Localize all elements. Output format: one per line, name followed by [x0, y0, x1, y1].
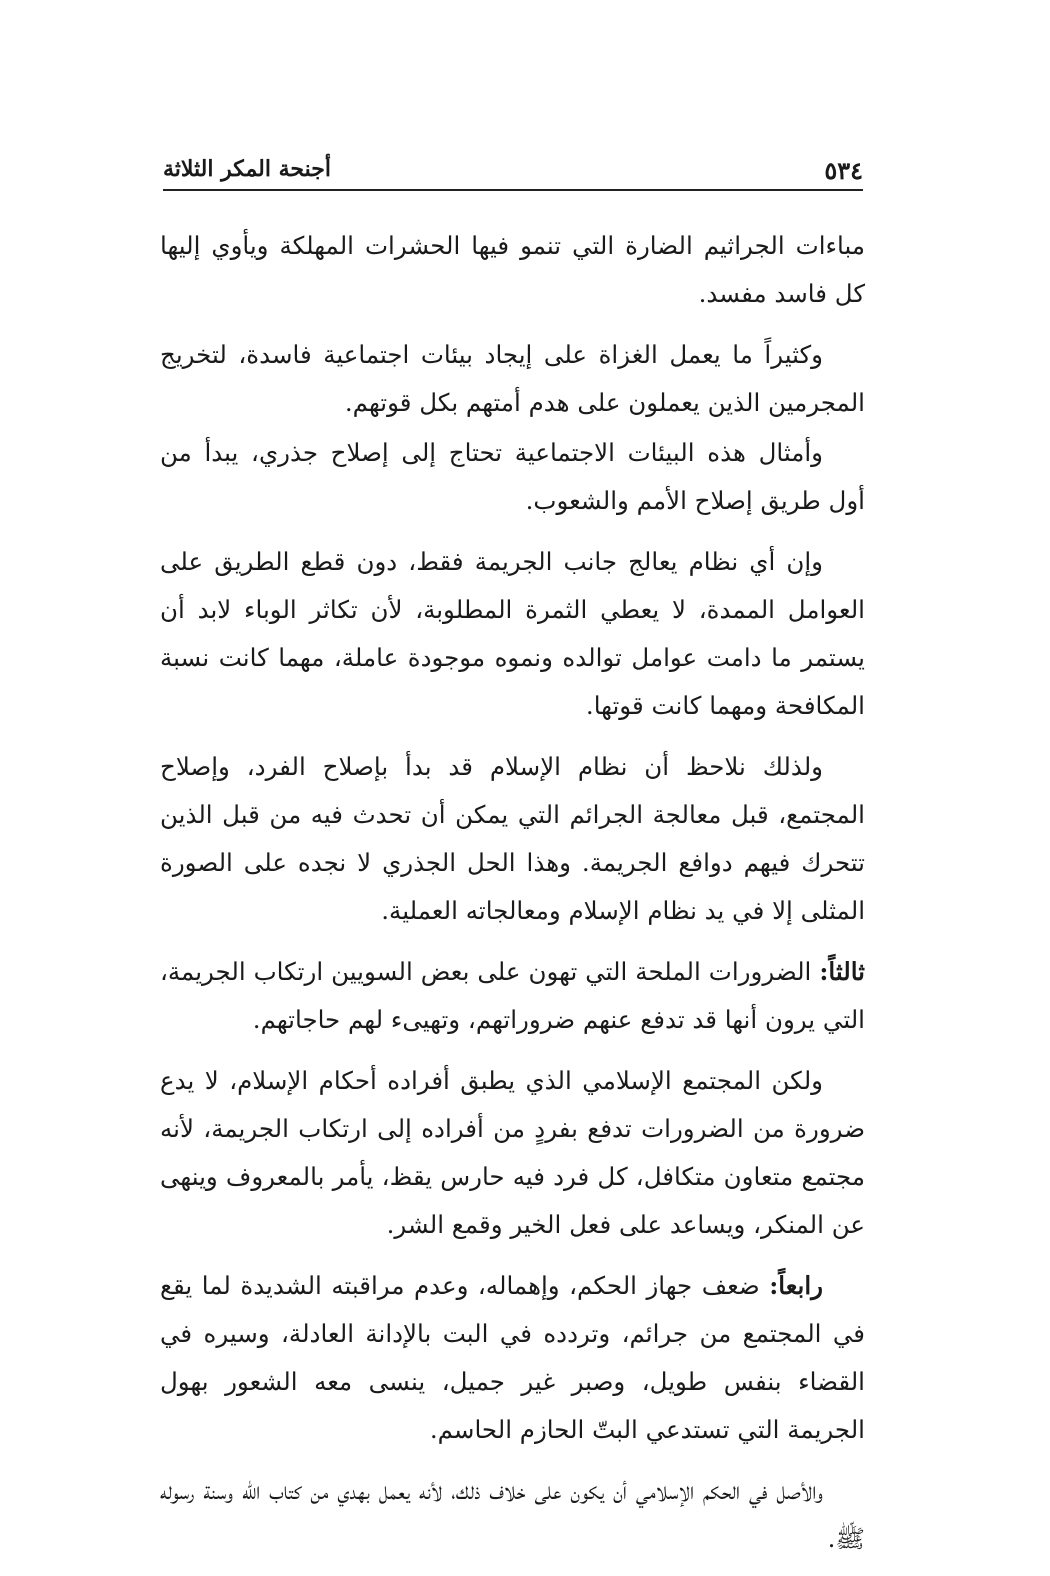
paragraph-1: مباءات الجراثيم الضارة التي تنمو فيها الحشرات المهلكة ويأوي إليها كل فاسد مفسد. — [160, 231, 865, 308]
paragraph-4: وإن أي نظام يعالج جانب الجريمة فقط، دون قطع الطريق على العوامل الممدة، لا يعطي الثمرة المطلوبة، لأن تكاثر الوباء لابد أن يستمر ما دامت عوامل توالده ونموه موجودة عاملة، مهما كانت نسبة المكافحة ومهما كانت قوتها. — [160, 547, 865, 720]
paragraph-9: والأصل في الحكم الإسلامي أن يكون على خلاف ذلك، لأنه يعمل بهدي من كتاب الله وسنة رسوله ﷺ. — [160, 1476, 865, 1553]
paragraph-body: الضرورات الملحة التي تهون على بعض السويين ارتكاب الجريمة، التي يرون أنها قد تدفع عنهم ضروراتهم، وتهيىء لهم حاجاتهم. — [160, 957, 865, 1034]
header-divider — [163, 189, 863, 191]
page-number: ٥٣٤ — [824, 156, 863, 185]
paragraph-8 — [160, 1262, 865, 1454]
paragraph-5: ولذلك نلاحظ أن نظام الإسلام قد بدأ بإصلاح الفرد، وإصلاح المجتمع، قبل معالجة الجرائم التي يمكن أن تحدث فيه من قبل الذين تتحرك فيهم دوافع الجريمة. وهذا الحل الجذري لا نجده على الصورة المثلى إلا في يد نظام الإسلام ومعالجاته العملية. — [160, 752, 865, 925]
paragraph-2: وكثيراً ما يعمل الغزاة على إيجاد بيئات اجتماعية فاسدة، لتخريج المجرمين الذين يعملون على هدم أمتهم بكل قوتهم. — [160, 340, 865, 417]
paragraph-6 — [160, 948, 865, 1044]
paragraph-lead: ثالثاً: — [819, 957, 865, 986]
body-text — [160, 222, 865, 1576]
paragraph-body: ضعف جهاز الحكم، وإهماله، وعدم مراقبته الشديدة لما يقع في المجتمع من جرائم، وتردده في البت بالإدانة العادلة، وسيره في القضاء بنفس طويل، وصبر غير جميل، ينسى معه الشعور بهول الجريمة التي تستدعي البتّ الحازم الحاسم. — [160, 1271, 865, 1444]
paragraph-7: ولكن المجتمع الإسلامي الذي يطبق أفراده أحكام الإسلام، لا يدع ضرورة من الضرورات تدفع بفردٍ من أفراده إلى ارتكاب الجريمة، لأنه مجتمع متعاون متكافل، كل فرد فيه حارس يقظ، يأمر بالمعروف وينهى عن المنكر، ويساعد على فعل الخير وقمع الشر. — [160, 1066, 865, 1239]
book-title: أجنحة المكر الثلاثة — [163, 156, 331, 182]
page-header — [163, 150, 863, 190]
paragraph-lead: رابعاً: — [769, 1271, 823, 1300]
paragraph-3: وأمثال هذه البيئات الاجتماعية تحتاج إلى إصلاح جذري، يبدأ من أول طريق إصلاح الأمم والشعوب. — [160, 438, 865, 515]
